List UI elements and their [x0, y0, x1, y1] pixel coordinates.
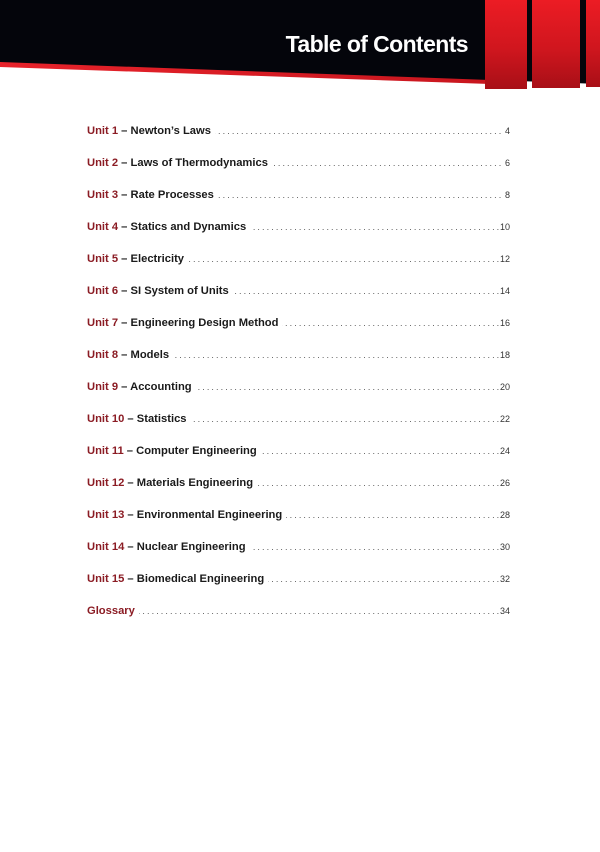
toc-entry-unit-8[interactable]: [87, 347, 510, 379]
dot-leader: [286, 507, 499, 523]
table-of-contents: [87, 123, 510, 635]
unit-label: Unit 7: [87, 317, 119, 329]
unit-title: SI System of Units: [130, 285, 229, 297]
toc-entry-unit-14[interactable]: [87, 539, 510, 571]
toc-entry-unit-6[interactable]: [87, 283, 510, 315]
toc-entry-unit-4[interactable]: [87, 219, 510, 251]
dot-leader: [233, 283, 499, 299]
unit-title: Statistics: [136, 413, 187, 425]
unit-label: Unit 2: [87, 157, 119, 169]
separator: –: [118, 221, 131, 233]
toc-entry-unit-1[interactable]: [87, 123, 510, 155]
page-number: 24: [499, 446, 510, 456]
page-number: 16: [499, 318, 510, 328]
unit-label: Unit 1: [87, 125, 119, 137]
separator: –: [124, 541, 137, 553]
unit-title: Models: [130, 349, 170, 361]
toc-entry-unit-12[interactable]: [87, 475, 510, 507]
unit-title: Engineering Design Method: [130, 317, 279, 329]
page-number: 14: [499, 286, 510, 296]
unit-label: Unit 12: [87, 477, 125, 489]
toc-entry-unit-9[interactable]: [87, 379, 510, 411]
dot-leader: [268, 571, 499, 587]
dot-leader: [282, 315, 499, 331]
unit-label: Unit 14: [87, 541, 125, 553]
dot-leader: [139, 603, 499, 619]
unit-label: Unit 4: [87, 221, 119, 233]
unit-label: Unit 9: [87, 381, 119, 393]
page-number: 18: [499, 350, 510, 360]
page-number: 4: [504, 126, 510, 136]
page-number: 32: [499, 574, 510, 584]
unit-title: Statics and Dynamics: [130, 221, 247, 233]
unit-label: Unit 3: [87, 189, 119, 201]
separator: –: [118, 381, 131, 393]
page-number: 34: [499, 606, 510, 616]
separator: –: [124, 413, 137, 425]
page-number: 8: [504, 190, 510, 200]
page-number: 12: [499, 254, 510, 264]
unit-label: Unit 10: [87, 413, 125, 425]
unit-title: Newton’s Laws: [130, 125, 211, 137]
toc-entry-unit-10[interactable]: [87, 411, 510, 443]
page-number: 22: [499, 414, 510, 424]
separator: –: [118, 189, 131, 201]
unit-label: Unit 11: [87, 445, 124, 457]
unit-title: Computer Engineering: [136, 445, 257, 457]
toc-entry-unit-3[interactable]: [87, 187, 510, 219]
dot-leader: [261, 443, 499, 459]
separator: –: [118, 285, 131, 297]
page-title: Table of Contents: [285, 31, 468, 57]
page-number: 26: [499, 478, 510, 488]
red-bar-3: [586, 0, 600, 87]
dot-leader: [218, 187, 501, 203]
separator: –: [118, 253, 131, 265]
unit-title: Nuclear Engineering: [136, 541, 246, 553]
page-number: 20: [499, 382, 510, 392]
toc-entry-unit-5[interactable]: [87, 251, 510, 283]
dot-leader: [215, 123, 501, 139]
page-number: 10: [499, 222, 510, 232]
dot-leader: [188, 251, 499, 267]
separator: –: [118, 125, 131, 137]
unit-title: Biomedical Engineering: [136, 573, 265, 585]
unit-label: Unit 13: [87, 509, 125, 521]
unit-label: Unit 5: [87, 253, 119, 265]
dot-leader: [250, 539, 499, 555]
page-number: 30: [499, 542, 510, 552]
unit-title: Rate Processes: [130, 189, 214, 201]
toc-entry-glossary[interactable]: [87, 603, 510, 635]
dot-leader: [173, 347, 499, 363]
unit-title: Accounting: [130, 381, 192, 393]
dot-leader: [250, 219, 499, 235]
separator: –: [118, 349, 131, 361]
toc-entry-unit-2[interactable]: [87, 155, 510, 187]
toc-entry-unit-13[interactable]: [87, 507, 510, 539]
dot-leader: [191, 411, 499, 427]
separator: –: [124, 477, 137, 489]
page-number: 28: [499, 510, 510, 520]
toc-entry-unit-7[interactable]: [87, 315, 510, 347]
separator: –: [124, 573, 137, 585]
separator: –: [123, 445, 137, 457]
separator: –: [118, 317, 131, 329]
unit-label: Unit 6: [87, 285, 119, 297]
unit-title: Electricity: [130, 253, 185, 265]
glossary-label: Glossary: [87, 605, 135, 617]
red-bar-1: [485, 0, 527, 89]
unit-label: Unit 8: [87, 349, 119, 361]
dot-leader: [196, 379, 499, 395]
unit-title: Laws of Thermodynamics: [130, 157, 268, 169]
toc-entry-unit-11[interactable]: [87, 443, 510, 475]
page-number: 6: [504, 158, 510, 168]
separator: –: [118, 157, 131, 169]
unit-title: Materials Engineering: [136, 477, 254, 489]
unit-title: Environmental Engineering: [136, 509, 283, 521]
dot-leader: [257, 475, 499, 491]
page-header: [0, 0, 600, 92]
separator: –: [124, 509, 137, 521]
unit-label: Unit 15: [87, 573, 125, 585]
dot-leader: [272, 155, 501, 171]
red-bar-2: [532, 0, 580, 88]
toc-entry-unit-15[interactable]: [87, 571, 510, 603]
